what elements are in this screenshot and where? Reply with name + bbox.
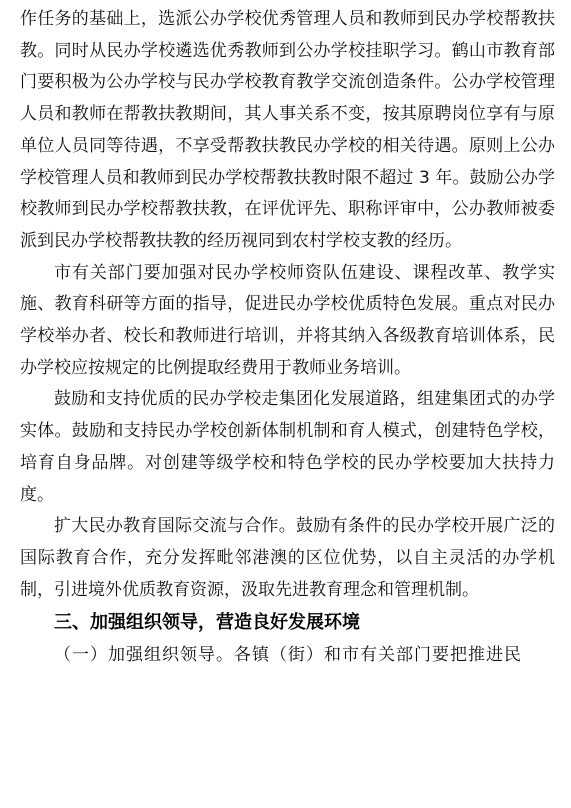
body-paragraph-1: 作任务的基础上，选派公办学校优秀管理人员和教师到民办学校帮教扶教。同时从民办学校遴选优秀教师到公办学校挂职学习。鹤山市教育部门要积极为公办学校与民办学校教育教学交流创造条件。公办学校管理人员和教师在帮教扶教期间，其人事关系不变，按其原聘岗位享有与原单位人员同等待遇，不享受帮教扶教民办学校的相关待遇。原则上公办学校管理人员和教师到民办学校帮教扶教时限不超过 3 年。鼓励公办学校教师到民办学校帮教扶教，在评优评先、职称评审中，公办教师被委派到民办学校帮教扶教的经历视同到农村学校支教的经历。 — [20, 9, 555, 251]
body-paragraph-3: 鼓励和支持优质的民办学校走集团化发展道路，组建集团式的办学实体。鼓励和支持民办学校创新体制机制和育人模式，创建特色学校，培育自身品牌。对创建等级学校和特色学校的民办学校要加大扶持力度。 — [20, 389, 555, 505]
section-heading: 三、加强组织领导，营造良好发展环境 — [54, 612, 360, 634]
body-paragraph-4: 扩大民办教育国际交流与合作。鼓励有条件的民办学校开展广泛的国际教育合作，充分发挥毗邻港澳的区位优势，以自主灵活的办学机制，引进境外优质教育资源，汲取先进教育理念和管理机制。 — [20, 516, 555, 600]
subsection-paragraph: （一）加强组织领导。各镇（街）和市有关部门要把推进民 — [54, 645, 522, 666]
body-paragraph-2: 市有关部门要加强对民办学校师资队伍建设、课程改革、教学实施、教育科研等方面的指导，促进民办学校优质特色发展。重点对民办学校举办者、校长和教师进行培训，并将其纳入各级教育培训体系，民办学校应按规定的比例提取经费用于教师业务培训。 — [20, 262, 555, 378]
